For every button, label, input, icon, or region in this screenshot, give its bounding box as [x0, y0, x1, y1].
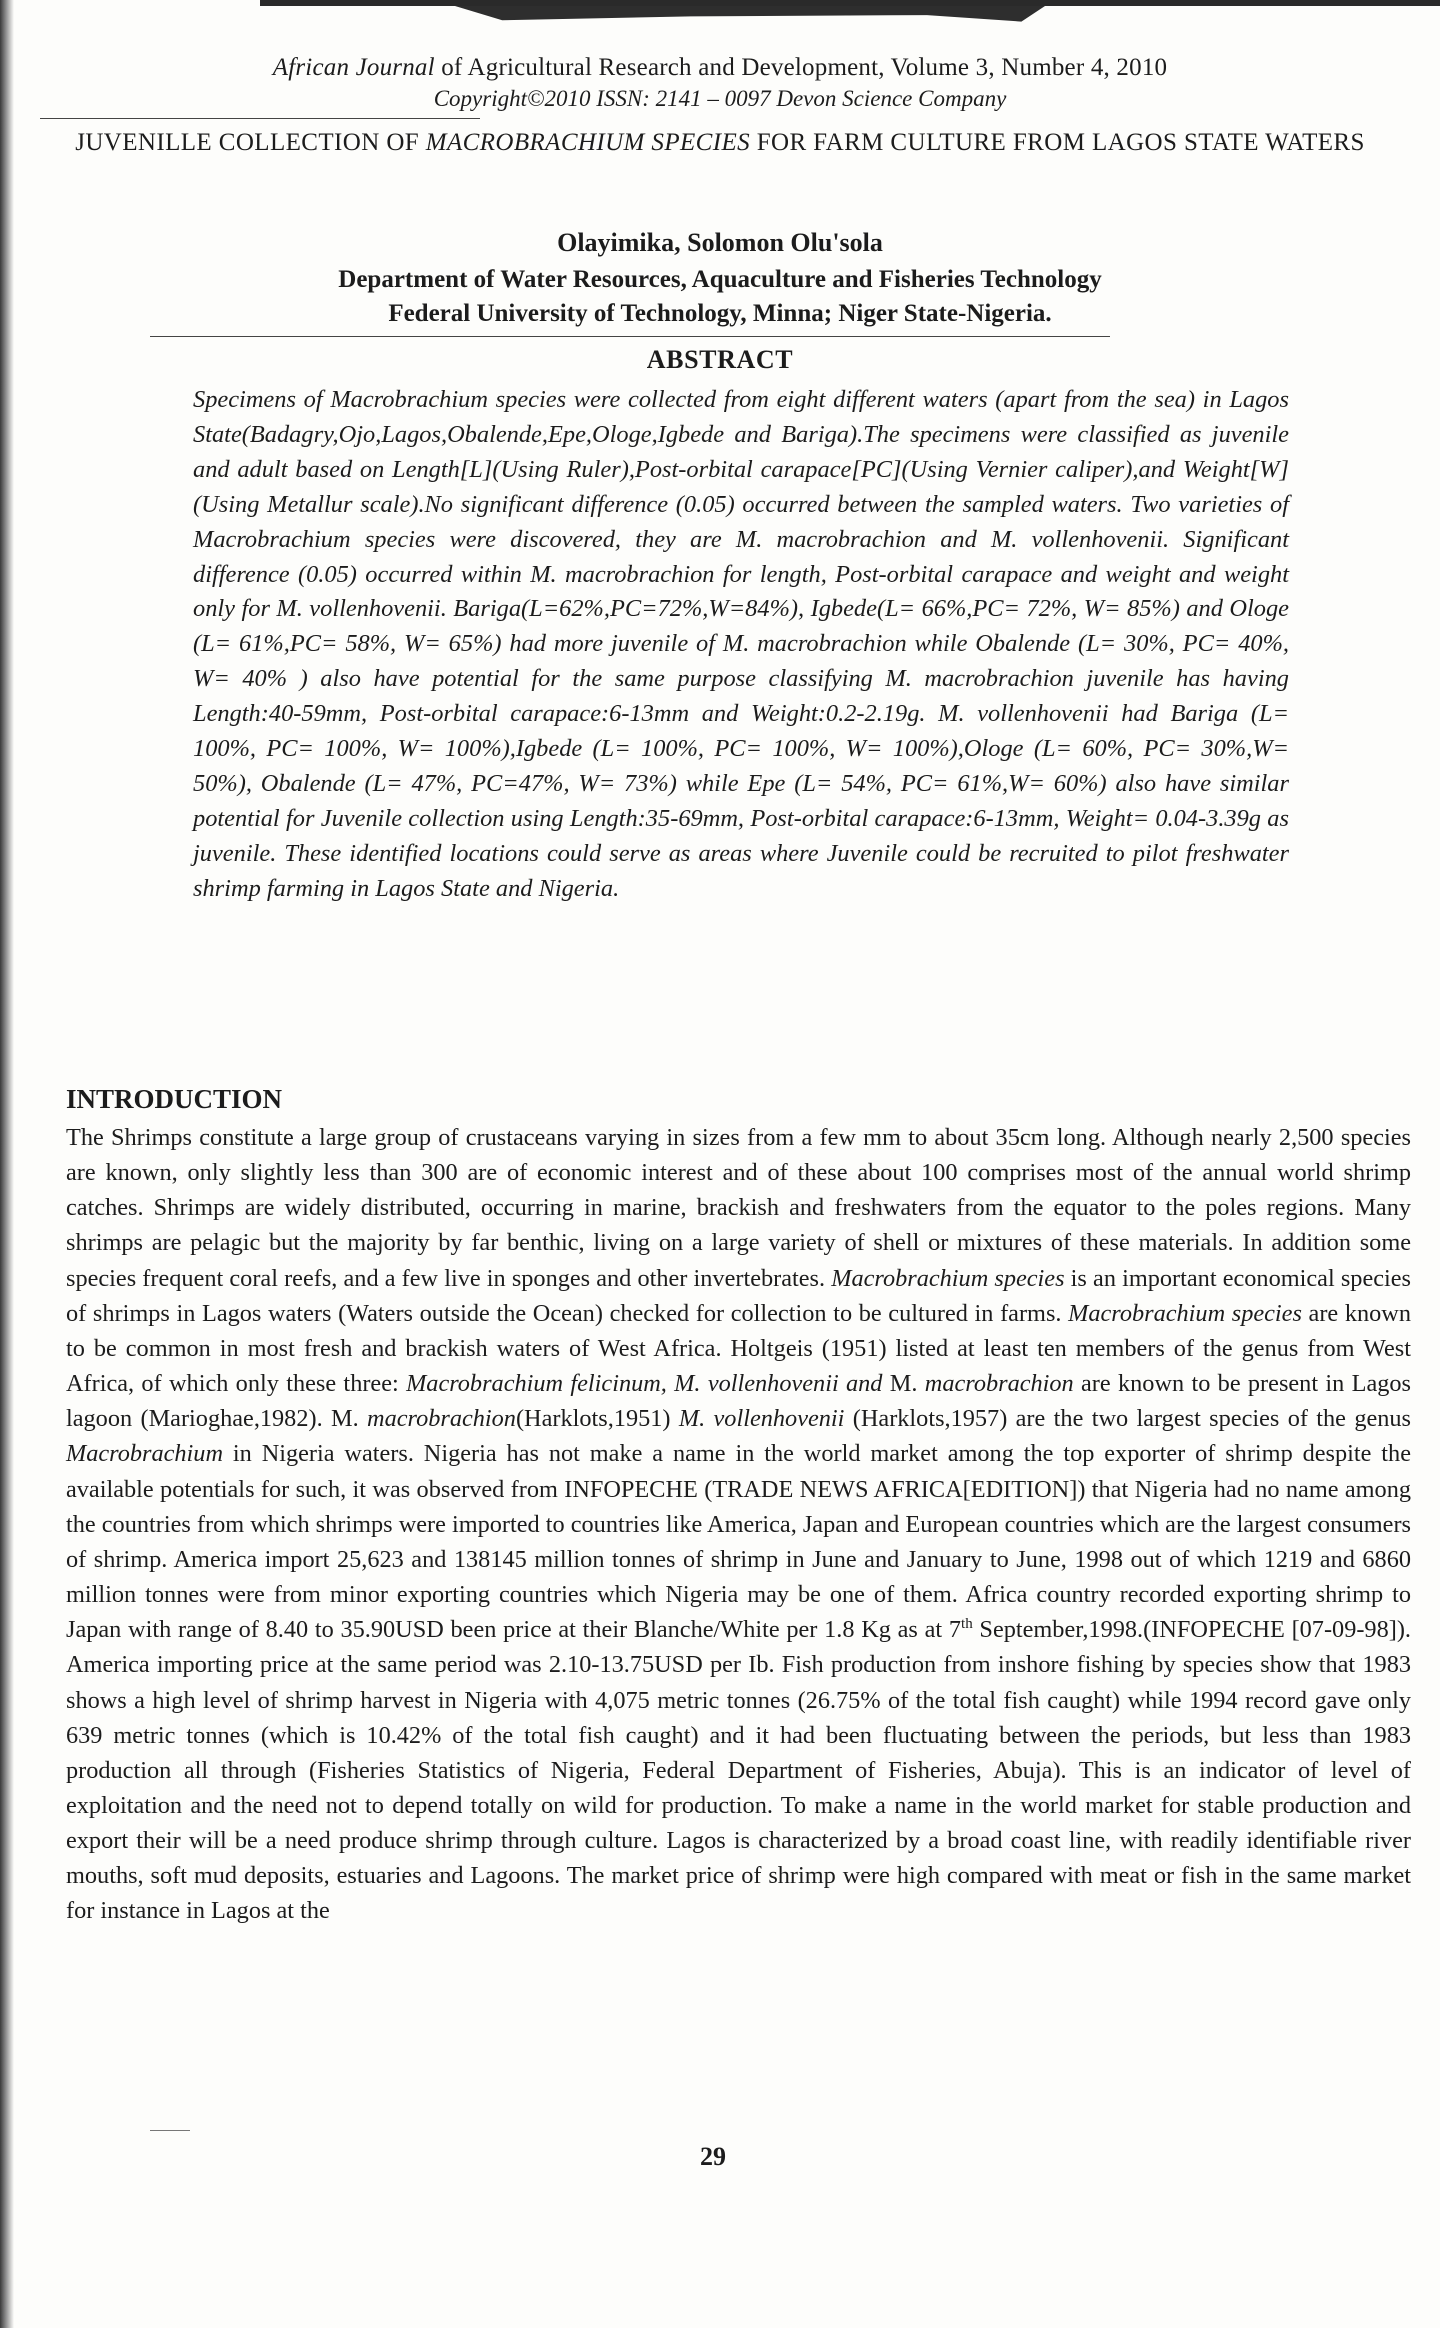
scan-blotch — [455, 6, 1045, 32]
author-department: Department of Water Resources, Aquaculture and Fisheries Technology — [338, 266, 1102, 293]
abstract-heading: ABSTRACT — [646, 345, 794, 374]
intro-text-6: (Harklots,1951) — [515, 1405, 679, 1433]
introduction-text — [66, 1120, 1411, 1929]
intro-italic-4: macrobrachion — [924, 1370, 1074, 1398]
intro-italic-7: Macrobrachium — [66, 1440, 224, 1468]
page-number: 29 — [700, 2142, 726, 2171]
title-part-2: FOR FARM CULTURE FROM LAGOS STATE WATERS — [750, 129, 1365, 156]
header-rule — [40, 118, 480, 119]
intro-text-8: in Nigeria waters. Nigeria has not make a name in the world market among the top exporter of shrimp despite the available potentials for such, it was observed from INFOPECHE (TRADE NEWS AFRICA[EDITION]) that Nigeria had no name among the countries from which shrimps were imported to countries like America, Japan and European countries which are the largest consumers of shrimp. America import 25,623 and 138145 million tonnes of shrimp in June and January to June, 1998 out of which 1219 and 6860 million tonnes were from minor exporting countries which Nigeria may be one of them. Africa country recorded exporting shrimp to Japan with range of 8.40 to 35.90USD been price at their Blanche/White per 1.8 Kg as at 7 — [66, 1440, 1411, 1644]
author-name: Olayimika, Solomon Olu'sola — [557, 228, 883, 257]
journal-name-italic: African Journal — [272, 54, 442, 81]
journal-details: of Agricultural Research and Development, Volume 3, Number 4, 2010 — [441, 54, 1168, 81]
intro-italic-3: Macrobrachium felicinum, M. vollenhovenii and — [406, 1370, 883, 1398]
journal-header — [0, 54, 1440, 82]
intro-text-9: September,1998.(INFOPECHE [07-09-98]). America importing price at the same period was 2.10-13.75USD per Ib. Fish production from inshore fishing by species show that 1983 shows a high level of shrimp harvest in Nigeria with 4,075 metric tonnes (26.75% of the total fish caught) while 1994 record gave only 639 metric tonnes (which is 10.42% of the total fish caught) and it had been fluctuating between the periods, but less than 1983 production all through (Fisheries Statistics of Nigeria, Federal Department of Fisheries, Abuja). This is an indicator of level of exploitation and the need not to depend totally on wild for production. To make a name in the world market for stable production and export their will be a need produce shrimp through culture. Lagos is characterized by a broad coast line, with readily identifiable river mouths, soft mud deposits, estuaries and Lagoons. The market price of shrimp were high compared with meat or fish in the same market for instance in Lagos at the — [66, 1616, 1411, 1925]
intro-italic-5: macrobrachion — [367, 1405, 516, 1433]
top-scan-rule — [260, 0, 1440, 6]
scan-mark — [150, 2130, 190, 2131]
intro-superscript: th — [961, 1616, 973, 1633]
intro-text-5: are known to be present in Lagos lagoon (Marioghae,1982). M. — [66, 1370, 1411, 1433]
abstract-text: Specimens of Macrobrachium species were collected from eight different waters (apart from the sea) in Lagos State(Badagry,Ojo,Lagos,Obalende,Epe,Ologe,Igbede and Bariga).The specimens were classified as juvenile and adult based on Length[L](Using Ruler),Post-orbital carapace[PC](Using Vernier caliper),and Weight[W](Using Metallur scale).No significant difference (0.05) occurred between the sampled waters. Two varieties of Macrobrachium species were discovered, they are M. macrobrachion and M. vollenhovenii. Significant difference (0.05) occurred within M. macrobrachion for length, Post-orbital carapace and weight and weight only for M. vollenhovenii. Bariga(L=62%,PC=72%,W=84%), Igbede(L= 66%,PC= 72%, W= 85%) and Ologe (L= 61%,PC= 58%, W= 65%) had more juvenile of M. macrobrachion while Obalende (L= 30%, PC= 40%, W= 40% ) also have potential for the same purpose classifying M. macrobrachion juvenile has having Length:40-59mm, Post-orbital carapace:6-13mm and Weight:0.2-2.19g. M. vollenhovenii had Bariga (L= 100%, PC= 100%, W= 100%),Igbede (L= 100%, PC= 100%, W= 100%),Ologe (L= 60%, PC= 30%,W= 50%), Obalende (L= 47%, PC=47%, W= 73%) while Epe (L= 54%, PC= 61%,W= 60%) also have similar potential for Juvenile collection using Length:35-69mm, Post-orbital carapace:6-13mm, Weight= 0.04-3.39g as juvenile. These identified locations could serve as areas where Juvenile could be recruited to pilot freshwater shrimp farming in Lagos State and Nigeria. — [193, 386, 1289, 902]
affiliation-rule — [150, 336, 1110, 337]
intro-text-2: is an important economical species of shrimps in Lagos waters (Waters outside the Ocean) checked for collection to be cultured in farms. — [66, 1264, 1411, 1327]
intro-italic-6: M. vollenhovenii — [678, 1405, 845, 1433]
intro-text-1: The Shrimps constitute a large group of crustaceans varying in sizes from a few mm to about 35cm long. Although nearly 2,500 species are known, only slightly less than 300 are of economic interest and of these about 100 comprises most of the annual world shrimp catches. Shrimps are widely distributed, occurring in marine, brackish and freshwaters from the equator to the poles regions. Many shrimps are pelagic but the majority by far benthic, living on a large variety of shell or mixtures of these materials. In addition some species frequent coral reefs, and a few live in sponges and other invertebrates. — [66, 1124, 1411, 1292]
title-part-1: JUVENILLE COLLECTION OF — [75, 129, 426, 156]
author-institution: Federal University of Technology, Minna; Niger State-Nigeria. — [388, 300, 1052, 327]
title-italic: MACROBRACHIUM SPECIES — [425, 129, 751, 156]
intro-text-3: are known to be common in most fresh and brackish waters of West Africa. Holtgeis (1951) listed at least ten members of the genus from West Africa, of which only these three: — [66, 1299, 1411, 1398]
intro-text-4: M. — [882, 1370, 925, 1398]
introduction-heading: INTRODUCTION — [66, 1084, 283, 1114]
intro-italic-2: Macrobrachium species — [1068, 1299, 1302, 1327]
intro-italic-1: Macrobrachium species — [831, 1264, 1065, 1292]
paper-title — [0, 126, 1440, 159]
intro-text-7: (Harklots,1957) are the two largest species of the genus — [844, 1405, 1412, 1433]
copyright-line: Copyright©2010 ISSN: 2141 – 0097 Devon Science Company — [433, 86, 1007, 111]
